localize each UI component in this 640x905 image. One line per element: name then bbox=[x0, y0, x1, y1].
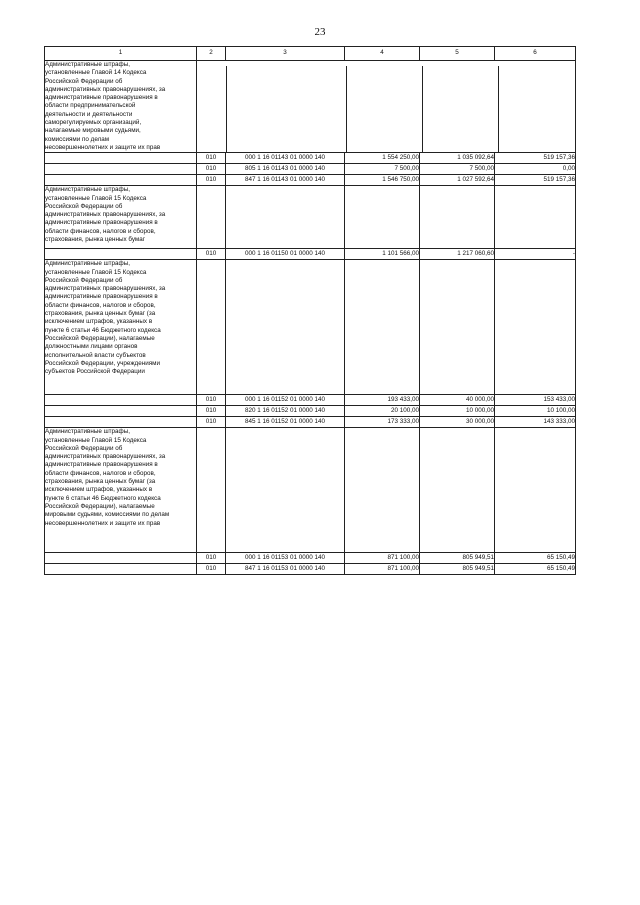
row-code: 010 bbox=[197, 564, 226, 575]
row-label-cell bbox=[45, 249, 197, 260]
row-unexecuted: 0,00 bbox=[495, 164, 576, 175]
row-unexecuted: 65 150,49 bbox=[495, 553, 576, 564]
row-kbk: 805 1 16 01143 01 0000 140 bbox=[226, 164, 345, 175]
row-kbk: 847 1 16 01153 01 0000 140 bbox=[226, 564, 345, 575]
row-label-cell bbox=[45, 564, 197, 575]
section-description: Административные штрафы, установленные Главой 15 Кодекса Российской Федерации об административных правонарушениях, за административные правонарушения в области финансов, налогов и сборов, страхования, рынка ценных бумаг (за исключением штрафов, указанных в пункте 6 статьи 46 Бюджетного кодекса Российской Федерации), налагаемые мировыми судьями, комиссиями по делам несовершеннолетних и защите их прав bbox=[45, 428, 197, 553]
row-planned: 7 500,00 bbox=[345, 164, 420, 175]
table-row bbox=[45, 406, 576, 417]
row-kbk: 000 1 16 01152 01 0000 140 bbox=[226, 395, 345, 406]
table-row bbox=[45, 553, 576, 564]
row-planned: 20 100,00 bbox=[345, 406, 420, 417]
row-planned: 173 333,00 bbox=[345, 417, 420, 428]
row-planned: 871 100,00 bbox=[345, 564, 420, 575]
header-col-3: 3 bbox=[226, 47, 345, 61]
row-label-cell bbox=[45, 153, 197, 164]
page-number: 23 bbox=[314, 26, 326, 38]
row-planned: 193 433,00 bbox=[345, 395, 420, 406]
row-unexecuted: 519 157,36 bbox=[495, 175, 576, 186]
row-kbk: 845 1 16 01152 01 0000 140 bbox=[226, 417, 345, 428]
row-kbk: 000 1 16 01150 01 0000 140 bbox=[226, 249, 345, 260]
row-kbk: 847 1 16 01143 01 0000 140 bbox=[226, 175, 345, 186]
row-kbk: 000 1 16 01143 01 0000 140 bbox=[226, 153, 345, 164]
row-code: 010 bbox=[197, 153, 226, 164]
row-code: 010 bbox=[197, 395, 226, 406]
row-label-cell bbox=[45, 553, 197, 564]
row-code: 010 bbox=[197, 406, 226, 417]
row-executed: 805 949,51 bbox=[420, 564, 495, 575]
section-description: Административные штрафы, установленные Главой 14 Кодекса Российской Федерации об административных правонарушениях, за административные правонарушения в области предпринимательской деятельности и деятельности саморегулируемых организаций, налагаемые мировыми судьями, комиссиями по делам несовершеннолетних и защите их прав bbox=[45, 61, 197, 153]
table-row bbox=[45, 164, 576, 175]
row-executed: 7 500,00 bbox=[420, 164, 495, 175]
row-unexecuted: 143 333,00 bbox=[495, 417, 576, 428]
row-executed: 1 035 092,64 bbox=[420, 153, 495, 164]
row-code: 010 bbox=[197, 249, 226, 260]
row-executed: 1 217 060,60 bbox=[420, 249, 495, 260]
row-code: 010 bbox=[197, 164, 226, 175]
section-4-description-row bbox=[45, 428, 576, 553]
row-planned: 871 100,00 bbox=[345, 553, 420, 564]
row-code: 010 bbox=[197, 175, 226, 186]
section-2-description-row bbox=[45, 186, 576, 249]
row-kbk: 000 1 16 01153 01 0000 140 bbox=[226, 553, 345, 564]
row-unexecuted: 65 150,49 bbox=[495, 564, 576, 575]
header-col-6: 6 bbox=[495, 47, 576, 61]
row-unexecuted: 519 157,36 bbox=[495, 153, 576, 164]
header-col-4: 4 bbox=[345, 47, 420, 61]
row-executed: 805 949,51 bbox=[420, 553, 495, 564]
row-executed: 40 000,00 bbox=[420, 395, 495, 406]
section-description: Административные штрафы, установленные Главой 15 Кодекса Российской Федерации об административных правонарушениях, за административные правонарушения в области финансов, налогов и сборов, страхования, рынка ценных бумаг (за исключением штрафов, указанных в пункте 6 статьи 46 Бюджетного кодекса Российской Федерации), налагаемые должностными лицами органов исполнительной власти субъектов Российской Федерации, учреждениями субъектов Российской Федерации bbox=[45, 260, 197, 395]
header-col-1: 1 bbox=[45, 47, 197, 61]
header-row bbox=[45, 47, 576, 61]
row-code: 010 bbox=[197, 417, 226, 428]
report-table bbox=[44, 46, 576, 575]
row-kbk: 820 1 16 01152 01 0000 140 bbox=[226, 406, 345, 417]
table-row bbox=[45, 175, 576, 186]
row-code: 010 bbox=[197, 553, 226, 564]
header-col-5: 5 bbox=[420, 47, 495, 61]
row-label-cell bbox=[45, 395, 197, 406]
row-label-cell bbox=[45, 175, 197, 186]
row-executed: 10 000,00 bbox=[420, 406, 495, 417]
row-planned: 1 546 750,00 bbox=[345, 175, 420, 186]
section-3-description-row bbox=[45, 260, 576, 395]
row-label-cell bbox=[45, 164, 197, 175]
section-description: Административные штрафы, установленные Главой 15 Кодекса Российской Федерации об административных правонарушениях, за административные правонарушения в области финансов, налогов и сборов, страхования, рынка ценных бумаг bbox=[45, 186, 197, 249]
row-unexecuted: 153 433,00 bbox=[495, 395, 576, 406]
row-label-cell bbox=[45, 406, 197, 417]
row-unexecuted: 10 100,00 bbox=[495, 406, 576, 417]
row-planned: 1 554 250,00 bbox=[345, 153, 420, 164]
row-planned: 1 101 566,00 bbox=[345, 249, 420, 260]
row-executed: 30 000,00 bbox=[420, 417, 495, 428]
row-unexecuted: - bbox=[495, 249, 576, 260]
table-row bbox=[45, 153, 576, 164]
table-row bbox=[45, 249, 576, 260]
header-col-2: 2 bbox=[197, 47, 226, 61]
table-row bbox=[45, 564, 576, 575]
table-row bbox=[45, 395, 576, 406]
table-row bbox=[45, 417, 576, 428]
row-executed: 1 027 592,64 bbox=[420, 175, 495, 186]
row-label-cell bbox=[45, 417, 197, 428]
